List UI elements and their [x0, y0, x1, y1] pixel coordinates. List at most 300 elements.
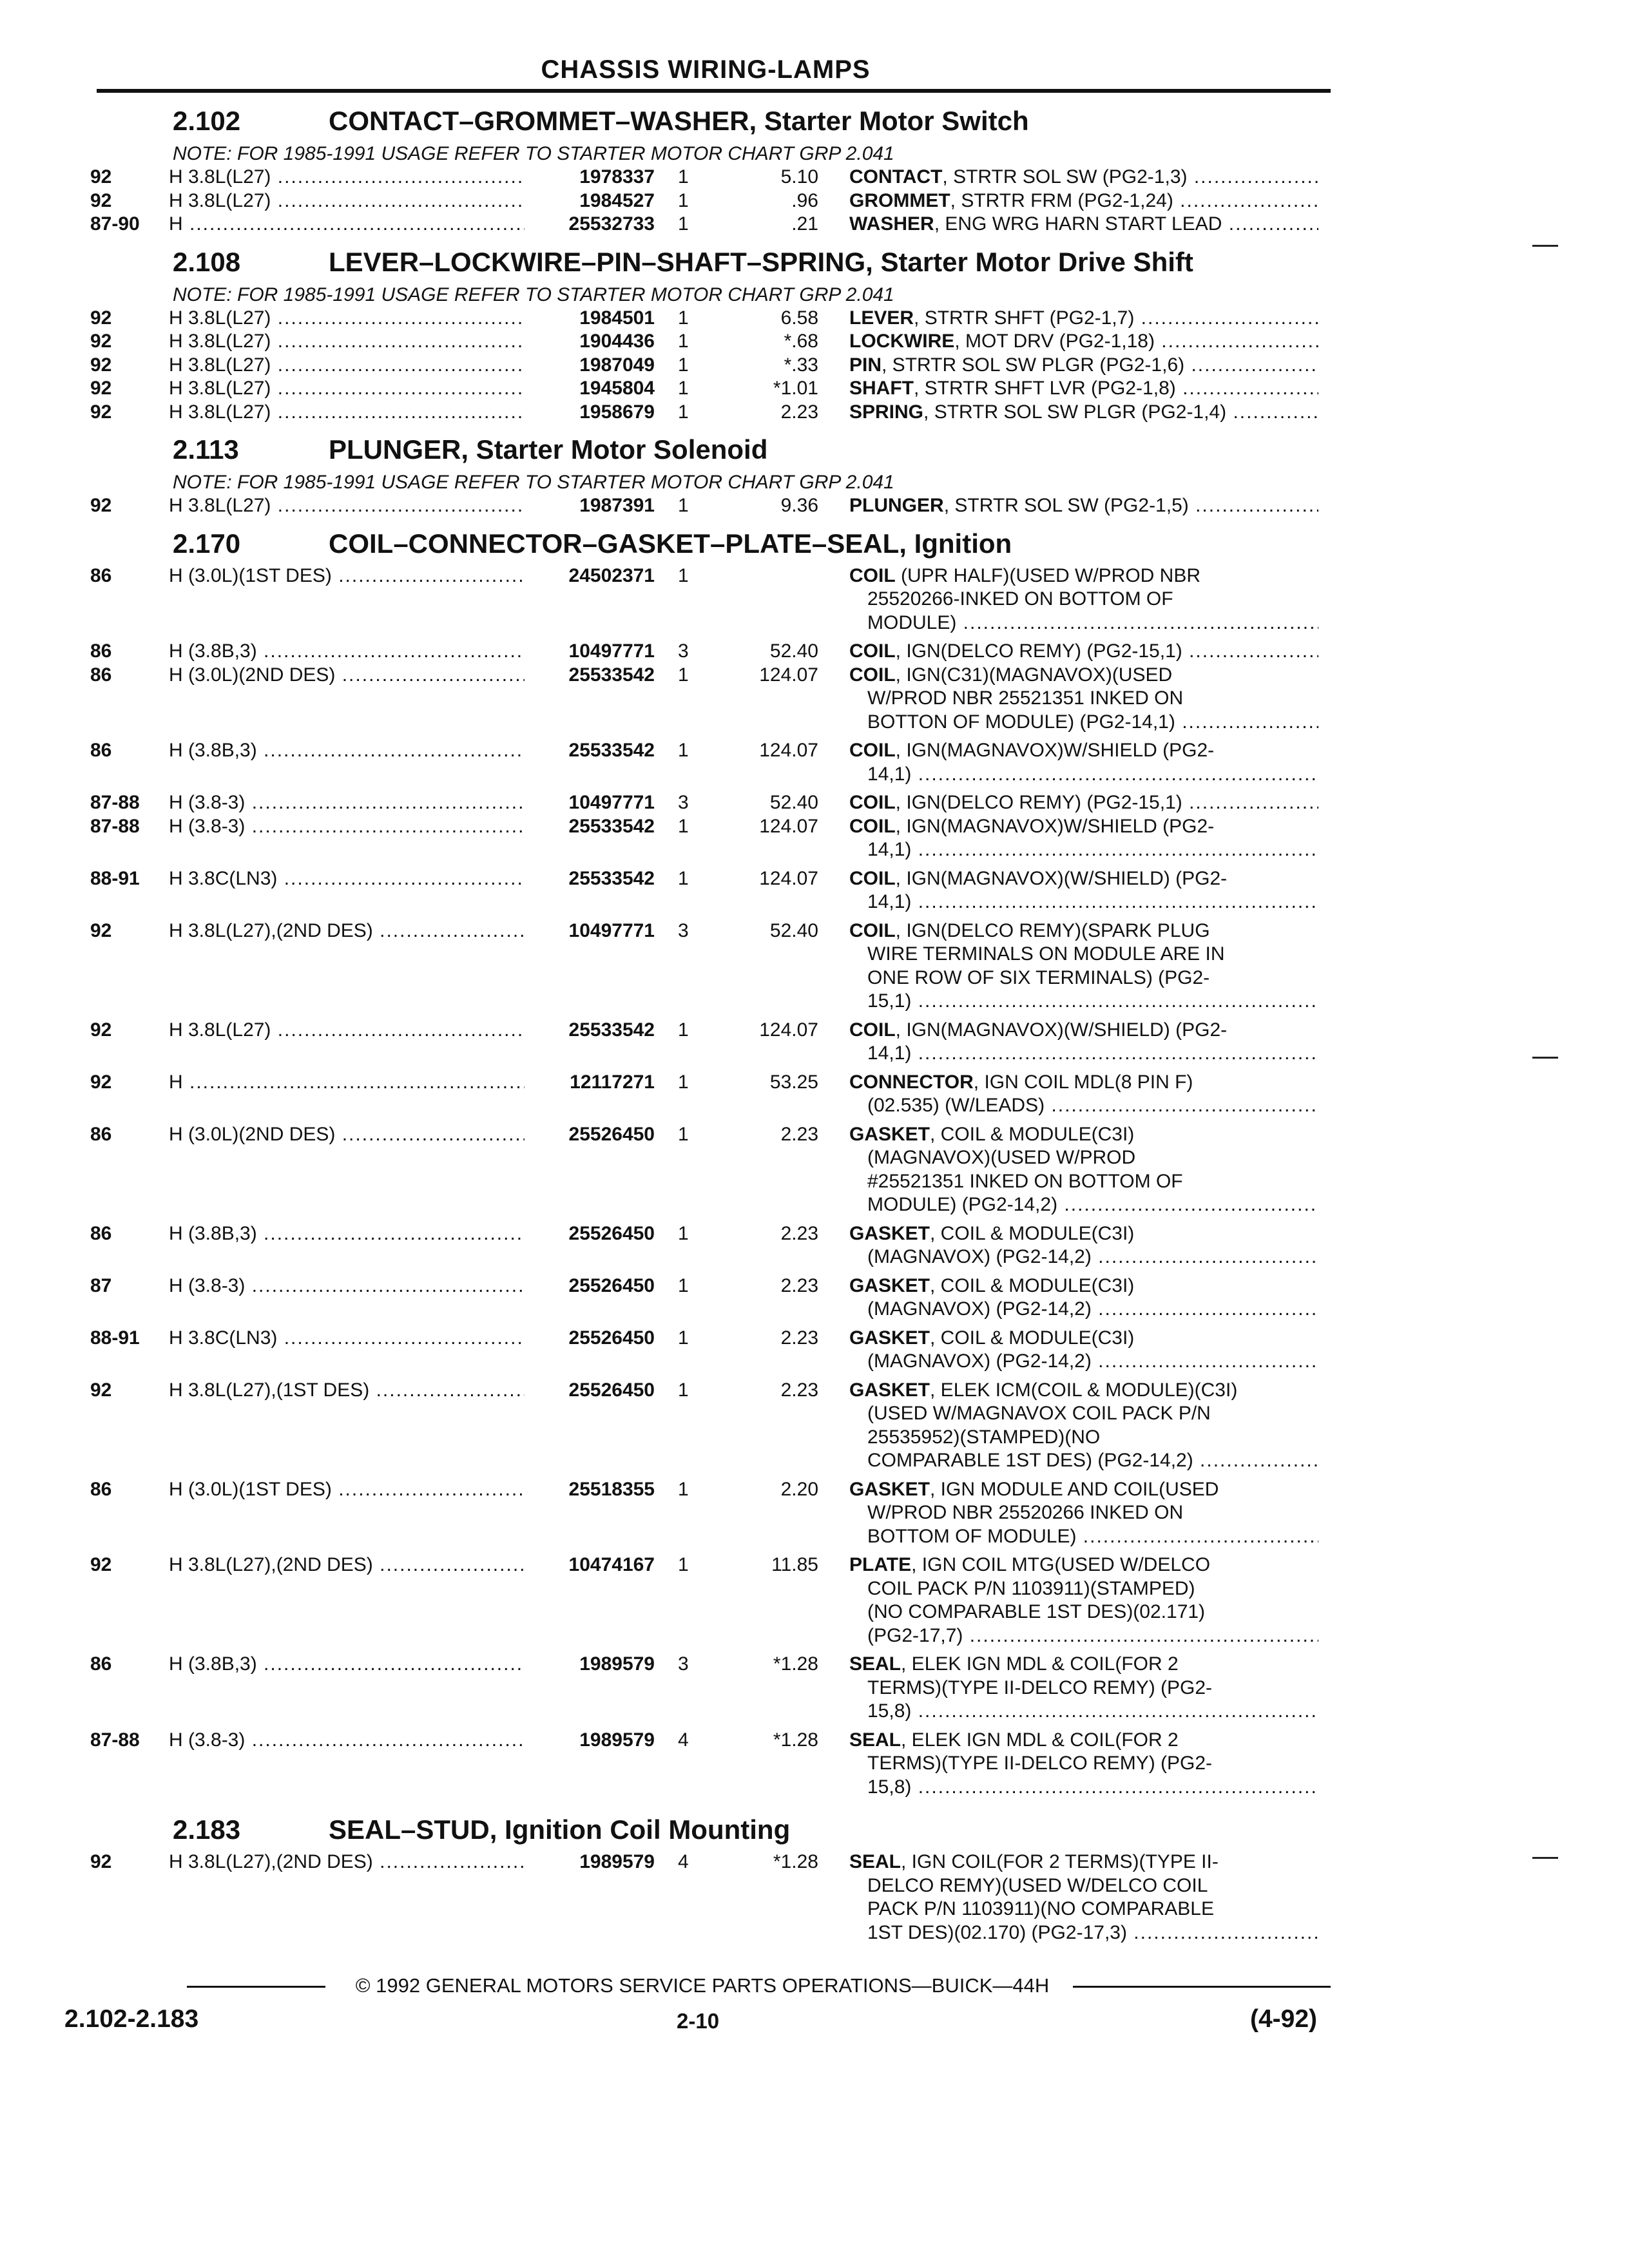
header-rule	[97, 89, 1331, 93]
description-line	[849, 1071, 1318, 1095]
part-description	[849, 1553, 1318, 1648]
part-number: 25533542	[568, 815, 655, 837]
description-line	[849, 166, 1318, 189]
model-year: 92	[90, 1851, 112, 1872]
part-number: 1989579	[579, 1729, 655, 1751]
part-number: 25518355	[568, 1478, 655, 1500]
part-description	[849, 1478, 1318, 1549]
description-line: MODULE) .....	[849, 611, 1318, 635]
list-price: *1.28	[773, 1729, 818, 1751]
description-line	[849, 1019, 1318, 1043]
part-row	[0, 307, 1629, 331]
part-number: 1904436	[579, 331, 655, 352]
part-description	[849, 166, 1318, 189]
quantity: 1	[678, 1222, 689, 1244]
section-number: 2.183	[173, 1814, 241, 1845]
section-header	[0, 518, 1629, 564]
application: H 3.8L(L27) .....	[169, 330, 525, 354]
part-row	[0, 815, 1629, 867]
margin-tick-mark	[1532, 245, 1558, 247]
list-price: 2.23	[780, 1222, 818, 1244]
description-line	[849, 401, 1318, 425]
application: H 3.8C(LN3) .....	[169, 867, 525, 891]
part-description	[849, 919, 1318, 1014]
list-price: 52.40	[769, 640, 818, 662]
page-title: CHASSIS WIRING-LAMPS	[541, 55, 871, 84]
description-text: , IGN(MAGNAVOX)W/SHIELD (PG2-	[895, 740, 1215, 761]
description-line: 14,1) .....	[849, 838, 1318, 862]
part-name: COIL	[849, 740, 896, 761]
section-2-170	[0, 518, 1629, 1805]
part-number: 10497771	[568, 919, 655, 941]
section-2-183	[0, 1804, 1629, 1950]
list-price: 2.20	[780, 1478, 818, 1500]
part-name: PLATE	[849, 1554, 912, 1575]
quantity: 3	[678, 792, 689, 813]
description-line	[849, 1653, 1318, 1677]
description-text: , COIL & MODULE(C3I)	[930, 1327, 1135, 1349]
section-2-102	[0, 95, 1629, 236]
part-description	[849, 494, 1318, 518]
section-note: NOTE: FOR 1985-1991 USAGE REFER TO STARTER MOTOR CHART GRP 2.041	[173, 143, 894, 164]
description-line: ONE ROW OF SIX TERMINALS) (PG2-	[867, 966, 1210, 988]
application: H (3.8B,3) .....	[169, 739, 525, 763]
part-name: LOCKWIRE	[849, 331, 955, 352]
part-description	[849, 1123, 1318, 1217]
part-number: 10474167	[568, 1554, 655, 1575]
part-name: GASKET	[849, 1123, 930, 1145]
description-line	[849, 330, 1318, 354]
model-year: 92	[90, 166, 112, 187]
part-row	[0, 401, 1629, 425]
part-description	[849, 739, 1318, 786]
application: H (3.8-3) .....	[169, 1729, 525, 1753]
part-row	[0, 166, 1629, 189]
description-text: , ELEK IGN MDL & COIL(FOR 2	[901, 1729, 1179, 1751]
part-number: 25533542	[568, 867, 655, 889]
quantity: 1	[678, 189, 689, 211]
part-name: GASKET	[849, 1274, 930, 1296]
list-price: 2.23	[780, 401, 818, 423]
application: H (3.8-3) .....	[169, 791, 525, 815]
application: H (3.0L)(2ND DES) .....	[169, 1123, 525, 1147]
description-text: , STRTR SOL SW (PG2-1,3)	[942, 166, 1188, 187]
description-line	[849, 213, 1318, 236]
section-2-108	[0, 236, 1629, 425]
list-price: 2.23	[780, 1274, 818, 1296]
quantity: 1	[678, 331, 689, 352]
description-line	[849, 664, 1318, 687]
application: H 3.8L(L27),(2ND DES) .....	[169, 1850, 525, 1874]
part-name: COIL	[849, 792, 896, 813]
description-text: , IGN COIL MTG(USED W/DELCO	[911, 1554, 1211, 1575]
quantity: 1	[678, 740, 689, 761]
description-text: , STRTR SOL SW PLGR (PG2-1,4)	[923, 401, 1227, 423]
description-line	[849, 1327, 1318, 1350]
description-line	[849, 494, 1318, 518]
margin-tick-mark	[1532, 1857, 1558, 1859]
description-line	[849, 1123, 1318, 1147]
description-line	[849, 791, 1318, 815]
part-name: COIL	[849, 564, 896, 586]
list-price: .96	[791, 189, 818, 211]
description-line	[849, 1478, 1318, 1502]
model-year: 86	[90, 564, 112, 586]
description-line: W/PROD NBR 25521351 INKED ON	[867, 687, 1184, 709]
part-description	[849, 1019, 1318, 1066]
application: H 3.8L(L27) .....	[169, 307, 525, 331]
description-text: , STRTR SHFT (PG2-1,7)	[914, 307, 1135, 329]
description-line: (MAGNAVOX) (PG2-14,2) .....	[849, 1245, 1318, 1269]
description-line: PACK P/N 1103911)(NO COMPARABLE	[867, 1898, 1214, 1919]
application: H (3.8-3) .....	[169, 1274, 525, 1298]
description-line	[849, 1222, 1318, 1246]
part-row	[0, 1222, 1629, 1274]
model-year: 92	[90, 378, 112, 399]
model-year: 87-88	[90, 1729, 140, 1751]
part-name: COIL	[849, 867, 896, 889]
description-line: TERMS)(TYPE II-DELCO REMY) (PG2-	[867, 1753, 1213, 1774]
part-row	[0, 189, 1629, 213]
part-description	[849, 791, 1318, 815]
part-row	[0, 1123, 1629, 1222]
part-name: GASKET	[849, 1379, 930, 1401]
part-row	[0, 1729, 1629, 1805]
part-description	[849, 664, 1318, 735]
description-line: (MAGNAVOX) (PG2-14,2) .....	[849, 1350, 1318, 1374]
description-line: (MAGNAVOX) (PG2-14,2) .....	[849, 1298, 1318, 1321]
application: H 3.8L(L27) .....	[169, 166, 525, 189]
part-name: SHAFT	[849, 378, 914, 399]
part-name: CONNECTOR	[849, 1071, 974, 1093]
description-text: , MOT DRV (PG2-1,18)	[954, 331, 1155, 352]
quantity: 1	[678, 815, 689, 837]
part-name: COIL	[849, 815, 896, 837]
part-row	[0, 1653, 1629, 1729]
part-number: 1984501	[579, 307, 655, 329]
list-price: 124.07	[759, 867, 818, 889]
model-year: 86	[90, 1123, 112, 1145]
list-price: .21	[791, 213, 818, 235]
part-row	[0, 1071, 1629, 1123]
description-line: 25520266-INKED ON BOTTOM OF	[867, 588, 1173, 610]
part-description	[849, 213, 1318, 236]
quantity: 1	[678, 1274, 689, 1296]
part-name: SPRING	[849, 401, 924, 423]
quantity: 1	[678, 1327, 689, 1349]
part-name: GASKET	[849, 1327, 930, 1349]
part-name: SEAL	[849, 1729, 901, 1751]
part-description	[849, 1729, 1318, 1800]
model-year: 86	[90, 1478, 112, 1500]
quantity: 1	[678, 354, 689, 376]
list-price: 2.23	[780, 1379, 818, 1401]
part-name: LEVER	[849, 307, 914, 329]
list-price: *1.01	[773, 378, 818, 399]
part-description	[849, 1850, 1318, 1945]
part-number: 25526450	[568, 1222, 655, 1244]
margin-tick-mark	[1532, 1057, 1558, 1059]
list-price: 9.36	[780, 495, 818, 516]
footer-section-range: 2.102-2.183	[64, 2005, 199, 2033]
quantity: 1	[678, 1123, 689, 1145]
part-name: WASHER	[849, 213, 934, 235]
part-number: 10497771	[568, 792, 655, 813]
application: H (3.8-3) .....	[169, 815, 525, 839]
part-name: COIL	[849, 640, 896, 662]
part-description	[849, 815, 1318, 862]
list-price: *.68	[784, 331, 818, 352]
part-number: 1978337	[579, 166, 655, 187]
part-name: PLUNGER	[849, 495, 944, 516]
description-text: , IGN(MAGNAVOX)(W/SHIELD) (PG2-	[895, 1019, 1228, 1041]
description-line: BOTTOM OF MODULE) .....	[849, 1525, 1318, 1549]
model-year: 92	[90, 307, 112, 329]
section-number: 2.113	[173, 434, 239, 465]
description-text: , IGN(DELCO REMY) (PG2-15,1)	[895, 640, 1182, 662]
part-row	[0, 1478, 1629, 1554]
list-price: *1.28	[773, 1851, 818, 1872]
description-line: W/PROD NBR 25520266 INKED ON	[867, 1502, 1184, 1523]
part-description	[849, 401, 1318, 425]
quantity: 1	[678, 378, 689, 399]
description-line	[849, 377, 1318, 401]
part-name: COIL	[849, 1019, 896, 1041]
list-price: 52.40	[769, 919, 818, 941]
description-line: 14,1) .....	[849, 1042, 1318, 1066]
description-text: , IGN(C31)(MAGNAVOX)(USED	[895, 664, 1173, 686]
application: H 3.8L(L27) .....	[169, 354, 525, 378]
quantity: 1	[678, 213, 689, 235]
part-row	[0, 791, 1629, 815]
part-row	[0, 640, 1629, 664]
footer-rule-right	[1073, 1986, 1331, 1988]
list-price: 124.07	[759, 815, 818, 837]
part-description	[849, 640, 1318, 664]
part-name: COIL	[849, 919, 896, 941]
part-description	[849, 330, 1318, 354]
footer-page-number: 2-10	[677, 2009, 720, 2033]
part-name: COIL	[849, 664, 896, 686]
part-number: 25526450	[568, 1274, 655, 1296]
part-number: 1989579	[579, 1851, 655, 1872]
description-text: , IGN(DELCO REMY) (PG2-15,1)	[895, 792, 1182, 813]
part-description	[849, 189, 1318, 213]
part-description	[849, 354, 1318, 378]
part-number: 25526450	[568, 1327, 655, 1349]
application: H 3.8L(L27) .....	[169, 377, 525, 401]
description-line	[849, 867, 1318, 891]
part-description	[849, 1222, 1318, 1269]
application: H 3.8L(L27) .....	[169, 1019, 525, 1043]
description-text: , ELEK IGN MDL & COIL(FOR 2	[901, 1653, 1179, 1675]
description-line: 1ST DES)(02.170) (PG2-17,3) .....	[849, 1921, 1318, 1945]
part-name: GASKET	[849, 1222, 930, 1244]
description-line	[849, 919, 1318, 943]
part-row	[0, 1274, 1629, 1327]
part-number: 24502371	[568, 564, 655, 586]
footer-copyright: © 1992 GENERAL MOTORS SERVICE PARTS OPERATIONS—BUICK—44H	[355, 1974, 1050, 1997]
description-line: (PG2-17,7) .....	[849, 1624, 1318, 1648]
description-line: 15,8) .....	[849, 1776, 1318, 1800]
part-name: GASKET	[849, 1478, 930, 1500]
part-row	[0, 739, 1629, 791]
application: H 3.8L(L27),(2ND DES) .....	[169, 1553, 525, 1577]
part-number: 25526450	[568, 1379, 655, 1401]
part-number: 10497771	[568, 640, 655, 662]
description-line: COMPARABLE 1ST DES) (PG2-14,2) .....	[849, 1449, 1318, 1473]
quantity: 1	[678, 1071, 689, 1093]
part-number: 1958679	[579, 401, 655, 423]
list-price: 124.07	[759, 664, 818, 686]
description-line	[849, 1553, 1318, 1577]
section-note: NOTE: FOR 1985-1991 USAGE REFER TO STARTER MOTOR CHART GRP 2.041	[173, 472, 894, 493]
model-year: 92	[90, 1019, 112, 1041]
application: H .....	[169, 213, 525, 236]
description-text: , STRTR SHFT LVR (PG2-1,8)	[914, 378, 1176, 399]
part-row	[0, 330, 1629, 354]
section-header	[0, 95, 1629, 142]
section-title: COIL–CONNECTOR–GASKET–PLATE–SEAL, Ignition	[329, 528, 1012, 559]
list-price: 2.23	[780, 1327, 818, 1349]
section-number: 2.102	[173, 106, 241, 136]
quantity: 1	[678, 1379, 689, 1401]
quantity: 1	[678, 564, 689, 586]
description-line: WIRE TERMINALS ON MODULE ARE IN	[867, 943, 1225, 965]
model-year: 92	[90, 919, 112, 941]
description-text: , STRTR SOL SW PLGR (PG2-1,6)	[882, 354, 1185, 376]
list-price: 124.07	[759, 1019, 818, 1041]
part-name: SEAL	[849, 1653, 901, 1675]
description-line	[849, 1729, 1318, 1753]
description-line	[849, 354, 1318, 378]
model-year: 87-90	[90, 213, 140, 235]
application: H (3.8B,3) .....	[169, 1653, 525, 1677]
part-description	[849, 1274, 1318, 1321]
part-description	[849, 377, 1318, 401]
list-price: 2.23	[780, 1123, 818, 1145]
description-line	[849, 307, 1318, 331]
part-description	[849, 307, 1318, 331]
part-description	[849, 1653, 1318, 1724]
description-line: (MAGNAVOX)(USED W/PROD	[867, 1147, 1136, 1168]
list-price: *.33	[784, 354, 818, 376]
application: H 3.8L(L27) .....	[169, 494, 525, 518]
part-number: 1987391	[579, 495, 655, 516]
part-row	[0, 377, 1629, 401]
description-line: BOTTON OF MODULE) (PG2-14,1) .....	[849, 711, 1318, 735]
model-year: 88-91	[90, 1327, 140, 1349]
application: H (3.8B,3) .....	[169, 640, 525, 664]
section-title: PLUNGER, Starter Motor Solenoid	[329, 434, 768, 465]
description-line: TERMS)(TYPE II-DELCO REMY) (PG2-	[867, 1677, 1213, 1698]
description-line: 15,8) .....	[849, 1700, 1318, 1724]
section-title: SEAL–STUD, Ignition Coil Mounting	[329, 1814, 791, 1845]
part-row	[0, 1553, 1629, 1653]
part-row	[0, 213, 1629, 236]
part-name: PIN	[849, 354, 882, 376]
model-year: 88-91	[90, 867, 140, 889]
application: H 3.8L(L27),(1ST DES) .....	[169, 1379, 525, 1403]
description-line	[849, 1274, 1318, 1298]
list-price: 5.10	[780, 166, 818, 187]
description-text: , STRTR FRM (PG2-1,24)	[950, 189, 1173, 211]
quantity: 3	[678, 640, 689, 662]
model-year: 86	[90, 740, 112, 761]
description-line: #25521351 INKED ON BOTTOM OF	[867, 1170, 1183, 1192]
description-line	[849, 1850, 1318, 1874]
description-line: 15,1) .....	[849, 990, 1318, 1014]
model-year: 87	[90, 1274, 112, 1296]
parts-listing	[0, 95, 1629, 1950]
description-text: (UPR HALF)(USED W/PROD NBR	[895, 564, 1201, 586]
part-number: 12117271	[570, 1071, 655, 1093]
quantity: 1	[678, 1478, 689, 1500]
part-description	[849, 564, 1318, 635]
application: H 3.8L(L27) .....	[169, 189, 525, 213]
section-number: 2.108	[173, 246, 241, 277]
part-number: 1989579	[579, 1653, 655, 1675]
part-name: SEAL	[849, 1851, 901, 1872]
part-row	[0, 564, 1629, 640]
part-number: 25533542	[568, 1019, 655, 1041]
description-line: 25535952)(STAMPED)(NO	[867, 1426, 1101, 1448]
part-row	[0, 494, 1629, 518]
application: H (3.0L)(1ST DES) .....	[169, 1478, 525, 1502]
description-line: DELCO REMY)(USED W/DELCO COIL	[867, 1874, 1208, 1896]
model-year: 92	[90, 495, 112, 516]
part-number: 1945804	[579, 378, 655, 399]
description-line	[849, 815, 1318, 839]
section-header	[0, 1804, 1629, 1850]
description-text: , COIL & MODULE(C3I)	[930, 1222, 1135, 1244]
application: H (3.0L)(2ND DES) .....	[169, 664, 525, 687]
part-name: GROMMET	[849, 189, 950, 211]
description-line: (NO COMPARABLE 1ST DES)(02.171)	[867, 1601, 1206, 1622]
model-year: 92	[90, 331, 112, 352]
model-year: 86	[90, 1653, 112, 1675]
quantity: 3	[678, 919, 689, 941]
description-line: 14,1) .....	[849, 890, 1318, 914]
section-title: CONTACT–GROMMET–WASHER, Starter Motor Switch	[329, 106, 1029, 136]
application: H 3.8L(L27) .....	[169, 401, 525, 425]
description-line: (02.535) (W/LEADS) .....	[849, 1094, 1318, 1118]
description-line	[849, 640, 1318, 664]
description-line: 14,1) .....	[849, 763, 1318, 787]
list-price: 52.40	[769, 792, 818, 813]
quantity: 1	[678, 1019, 689, 1041]
part-row	[0, 919, 1629, 1019]
description-text: , IGN(DELCO REMY)(SPARK PLUG	[895, 919, 1210, 941]
quantity: 1	[678, 1554, 689, 1575]
model-year: 92	[90, 354, 112, 376]
part-number: 1987049	[579, 354, 655, 376]
application: H (3.8B,3) .....	[169, 1222, 525, 1246]
model-year: 86	[90, 664, 112, 686]
section-header	[0, 424, 1629, 470]
part-row	[0, 664, 1629, 740]
description-text: , ENG WRG HARN START LEAD	[934, 213, 1222, 235]
list-price: 6.58	[780, 307, 818, 329]
model-year: 92	[90, 401, 112, 423]
description-line: (USED W/MAGNAVOX COIL PACK P/N	[867, 1403, 1211, 1424]
description-line: COIL PACK P/N 1103911)(STAMPED)	[867, 1577, 1195, 1599]
description-line	[849, 1379, 1318, 1403]
part-row	[0, 867, 1629, 919]
part-number: 1984527	[579, 189, 655, 211]
description-line	[849, 739, 1318, 763]
model-year: 92	[90, 1071, 112, 1093]
